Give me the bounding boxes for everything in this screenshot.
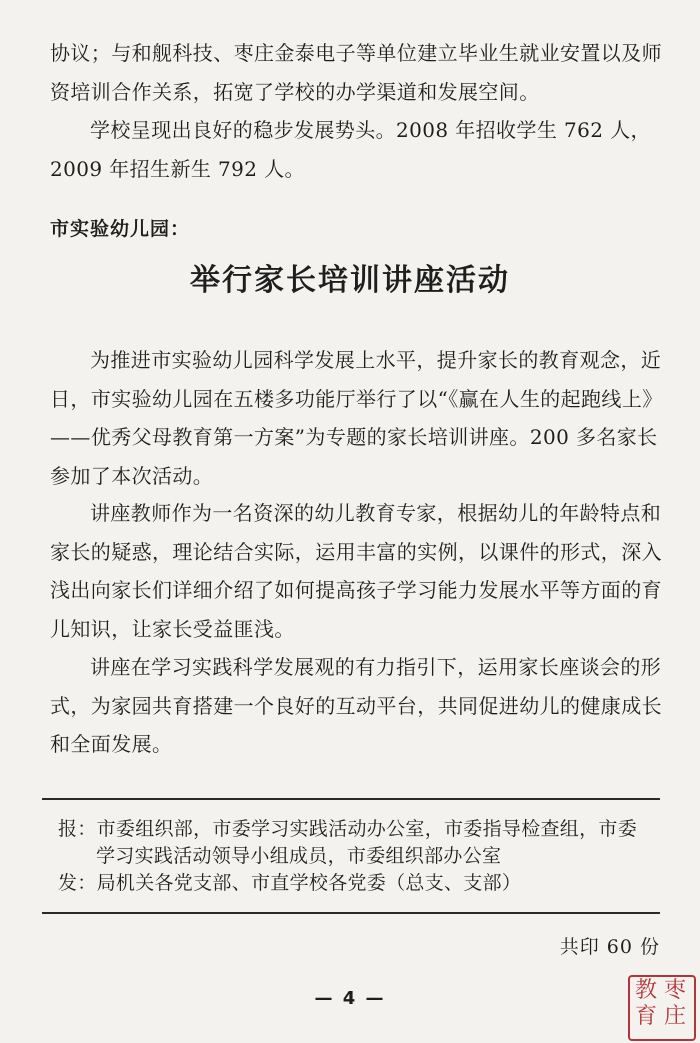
seal-char-1: 枣 <box>664 978 687 1003</box>
report-line: 报：市委组织部，市委学习实践活动办公室，市委指导检查组，市委 <box>58 818 638 840</box>
report-line-continued: 学习实践活动领导小组成员，市委组织部办公室 <box>96 845 502 867</box>
seal-stamp <box>628 975 696 1041</box>
body-paragraph-2: 讲座教师作为一名资深的幼儿教育专家，根据幼儿的年龄特点和家长的疑惑，理论结合实际，运用丰富的实例，以课件的形式，深入浅出向家长们详细介绍了如何提高孩子学习能力发展水平等方面的育儿知识，让家长受益匪浅。 <box>50 501 662 641</box>
section-label: 市实验幼儿园： <box>50 218 191 240</box>
distribution-block <box>58 816 668 897</box>
print-copies-note: 共印 60 份 <box>559 936 660 958</box>
seal-char-4: 育 <box>635 1004 658 1029</box>
section-title: 举行家长培训讲座活动 <box>190 263 510 298</box>
seal-char-3: 教 <box>635 978 658 1003</box>
distribution-bottom-rule <box>42 912 660 914</box>
body-paragraph-3: 讲座在学习实践科学发展观的有力指引下，运用家长座谈会的形式，为家园共育搭建一个良好的互动平台，共同促进幼儿的健康成长和全面发展。 <box>50 655 662 756</box>
body-paragraph-1: 为推进市实验幼儿园科学发展上水平，提升家长的教育观念，近日，市实验幼儿园在五楼多功能厅举行了以“《赢在人生的起跑线上》——优秀父母教育第一方案”为专题的家长培训讲座。200 多名家长参加了本次活动。 <box>50 348 662 488</box>
page-number: — 4 — <box>314 988 386 1009</box>
distribution-top-rule <box>42 798 660 800</box>
enrollment-paragraph: 学校呈现出良好的稳步发展势头。2008 年招收学生 762 人，2009 年招生新生 792 人。 <box>50 118 651 181</box>
seal-char-2: 庄 <box>664 1004 687 1029</box>
opening-paragraph: 协议；与和舰科技、枣庄金泰电子等单位建立毕业生就业安置以及师资培训合作关系，拓宽了学校的办学渠道和发展空间。 <box>50 41 662 104</box>
send-line: 发：局机关各党支部、市直学校各党委（总支、支部） <box>58 872 522 894</box>
